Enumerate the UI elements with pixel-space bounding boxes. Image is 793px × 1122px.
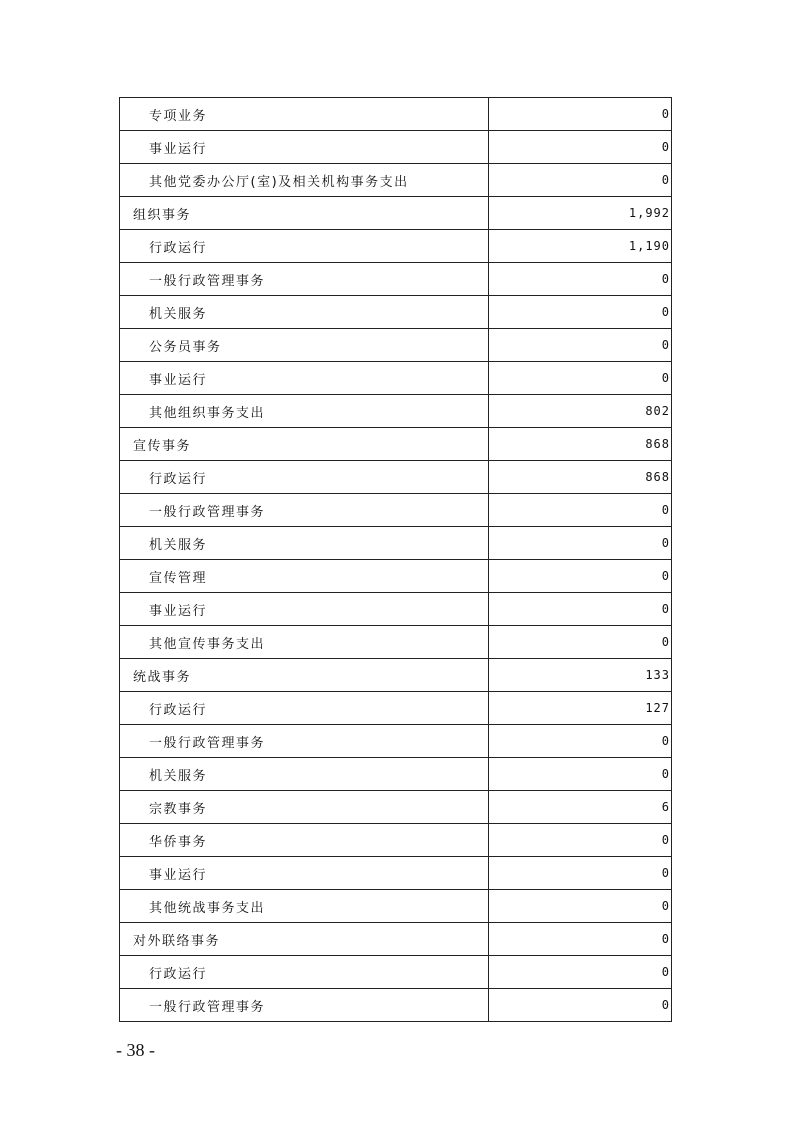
row-label: 行政运行 — [120, 230, 489, 262]
table-row — [120, 197, 671, 230]
table-row — [120, 659, 671, 692]
row-label: 统战事务 — [120, 659, 489, 691]
row-value: 0 — [661, 338, 670, 352]
table-row — [120, 824, 671, 857]
row-label: 一般行政管理事务 — [120, 989, 489, 1021]
table-row — [120, 758, 671, 791]
row-label: 宗教事务 — [120, 791, 489, 823]
row-label: 宣传管理 — [120, 560, 489, 592]
table-row — [120, 230, 671, 263]
row-label: 一般行政管理事务 — [120, 494, 489, 526]
table-row — [120, 626, 671, 659]
table-row — [120, 593, 671, 626]
page-number: - 38 - — [116, 1040, 155, 1060]
table-row — [120, 527, 671, 560]
row-label: 机关服务 — [120, 527, 489, 559]
row-value: 0 — [661, 602, 670, 616]
row-label: 事业运行 — [120, 857, 489, 889]
table-row — [120, 692, 671, 725]
table-row — [120, 923, 671, 956]
row-value: 1,992 — [628, 206, 670, 220]
table-row — [120, 296, 671, 329]
row-label: 一般行政管理事务 — [120, 725, 489, 757]
row-label: 行政运行 — [120, 692, 489, 724]
row-value: 0 — [661, 635, 670, 649]
row-value: 133 — [645, 668, 670, 682]
row-value: 6 — [661, 800, 670, 814]
row-value: 0 — [661, 734, 670, 748]
table-row — [120, 857, 671, 890]
table-row — [120, 989, 671, 1022]
row-label: 华侨事务 — [120, 824, 489, 856]
row-value: 0 — [661, 140, 670, 154]
table-row — [120, 164, 671, 197]
row-value: 0 — [661, 899, 670, 913]
row-label: 其他宣传事务支出 — [120, 626, 489, 658]
table-row — [120, 956, 671, 989]
table-row — [120, 131, 671, 164]
table-row — [120, 263, 671, 296]
row-label: 其他统战事务支出 — [120, 890, 489, 922]
row-label: 对外联络事务 — [120, 923, 489, 955]
row-value: 0 — [661, 833, 670, 847]
row-value: 0 — [661, 107, 670, 121]
row-label: 宣传事务 — [120, 428, 489, 460]
row-value: 802 — [645, 404, 670, 418]
table-row — [120, 725, 671, 758]
row-label: 行政运行 — [120, 461, 489, 493]
row-label: 其他组织事务支出 — [120, 395, 489, 427]
table-row — [120, 362, 671, 395]
row-value: 868 — [645, 470, 670, 484]
table-row — [120, 329, 671, 362]
row-label: 机关服务 — [120, 758, 489, 790]
row-label: 公务员事务 — [120, 329, 489, 361]
row-value: 0 — [661, 767, 670, 781]
row-value: 0 — [661, 305, 670, 319]
row-value: 868 — [645, 437, 670, 451]
row-value: 0 — [661, 965, 670, 979]
row-label: 专项业务 — [120, 98, 489, 130]
row-value: 0 — [661, 998, 670, 1012]
row-value: 0 — [661, 503, 670, 517]
row-value: 0 — [661, 866, 670, 880]
table-row — [120, 395, 671, 428]
row-value: 0 — [661, 569, 670, 583]
row-label: 其他党委办公厅(室)及相关机构事务支出 — [120, 164, 489, 196]
row-label: 事业运行 — [120, 131, 489, 163]
row-label: 事业运行 — [120, 362, 489, 394]
row-value: 127 — [645, 701, 670, 715]
row-label: 组织事务 — [120, 197, 489, 229]
table-row — [120, 461, 671, 494]
row-label: 机关服务 — [120, 296, 489, 328]
row-value: 0 — [661, 173, 670, 187]
table-row — [120, 791, 671, 824]
table-row — [120, 494, 671, 527]
row-value: 0 — [661, 536, 670, 550]
row-value: 0 — [661, 371, 670, 385]
row-label: 一般行政管理事务 — [120, 263, 489, 295]
row-label: 行政运行 — [120, 956, 489, 988]
budget-table — [119, 97, 672, 1022]
table-row — [120, 560, 671, 593]
table-row — [120, 428, 671, 461]
row-label: 事业运行 — [120, 593, 489, 625]
row-value: 1,190 — [628, 239, 670, 253]
table-row — [120, 890, 671, 923]
row-value: 0 — [661, 932, 670, 946]
row-value: 0 — [661, 272, 670, 286]
table-row — [120, 98, 671, 131]
